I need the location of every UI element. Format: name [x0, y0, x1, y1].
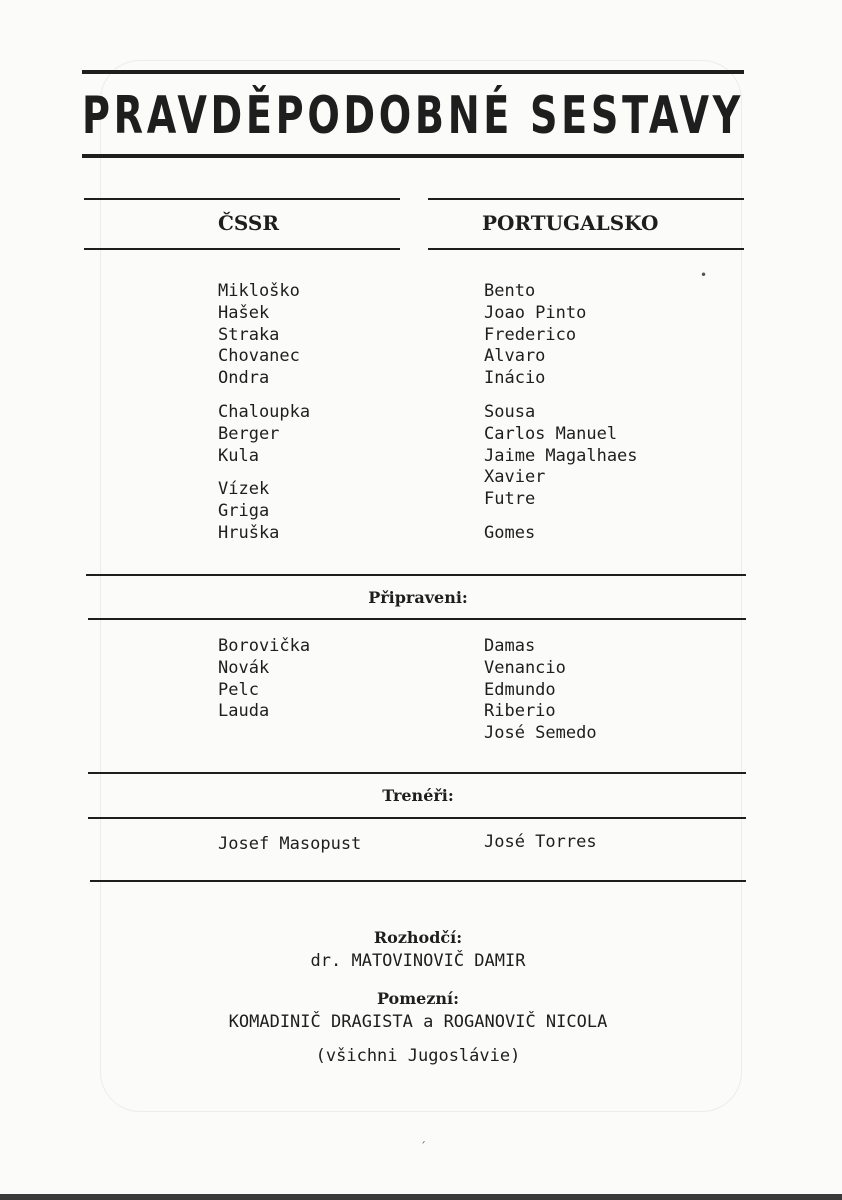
coaches-top-rule	[88, 772, 746, 774]
title-bottom-rule	[82, 154, 744, 158]
player-name: Riberio	[484, 701, 556, 722]
player-name: Ondra	[218, 368, 270, 389]
player-name: Inácio	[484, 368, 546, 389]
away-header-top-rule	[428, 198, 744, 200]
page-bottom-edge	[0, 1194, 842, 1200]
home-header-bottom-rule	[84, 248, 400, 250]
page-title: PRAVDĚPODOBNÉ SESTAVY	[82, 86, 744, 146]
officials-nationality: (všichni Jugoslávie)	[315, 1046, 521, 1066]
reserves-top-rule	[86, 574, 746, 576]
linesmen-names: KOMADINIČ DRAGISTA a ROGANOVIČ NICOLA	[228, 1012, 608, 1032]
home-team-name: ČSSR	[218, 211, 279, 235]
player-name: Bento	[484, 281, 536, 301]
title-top-rule	[82, 70, 744, 74]
player-name: Pelc	[218, 679, 259, 700]
player-name: Damas	[484, 636, 536, 656]
player-name: Hašek	[218, 302, 270, 323]
home-coach: Josef Masopust	[218, 834, 362, 854]
player-name: Sousa	[484, 401, 536, 422]
coaches-bottom-rule	[88, 817, 746, 819]
home-reserves	[218, 636, 310, 723]
player-name: Chovanec	[218, 346, 300, 367]
officials-top-rule	[90, 880, 746, 882]
player-name: Chaloupka	[218, 401, 311, 422]
linesmen-heading: Pomezní:	[376, 989, 460, 1008]
player-name: Novák	[218, 657, 270, 678]
player-name: Edmundo	[484, 679, 556, 700]
away-lineup	[484, 281, 638, 545]
player-name: Alvaro	[484, 346, 546, 367]
away-reserves	[484, 636, 597, 745]
away-header-bottom-rule	[428, 248, 744, 250]
player-name: Gomes	[484, 522, 536, 543]
player-name: Xavier	[484, 467, 546, 488]
player-name: Carlos Manuel	[484, 423, 618, 444]
away-coach: José Torres	[484, 832, 597, 852]
player-name: Borovička	[218, 636, 311, 656]
player-name: Griga	[218, 501, 270, 522]
reserves-heading: Připraveni:	[368, 588, 468, 607]
player-name: José Semedo	[484, 723, 597, 744]
player-name: Joao Pinto	[484, 302, 587, 323]
home-lineup	[218, 281, 310, 545]
player-name: Futre	[484, 489, 536, 510]
player-name: Jaime Magalhaes	[484, 445, 638, 466]
referee-heading: Rozhodčí:	[373, 928, 463, 947]
reserves-bottom-rule	[88, 618, 746, 620]
player-name: Mikloško	[218, 281, 300, 301]
player-name: Vízek	[218, 479, 270, 500]
player-name: Lauda	[218, 701, 270, 722]
coaches-heading: Trenéři:	[382, 786, 454, 805]
player-name: Straka	[218, 324, 280, 345]
player-name: Hruška	[218, 522, 280, 543]
away-team-name: PORTUGALSKO	[482, 211, 659, 235]
player-name: Venancio	[484, 657, 566, 678]
referee-name: dr. MATOVINOVIČ DAMIR	[310, 951, 526, 971]
player-name: Kula	[218, 445, 259, 466]
player-name: Frederico	[484, 324, 577, 345]
home-header-top-rule	[84, 198, 400, 200]
speck: ˊ	[420, 1140, 426, 1154]
player-name: Berger	[218, 423, 280, 444]
speck: •	[700, 268, 708, 282]
